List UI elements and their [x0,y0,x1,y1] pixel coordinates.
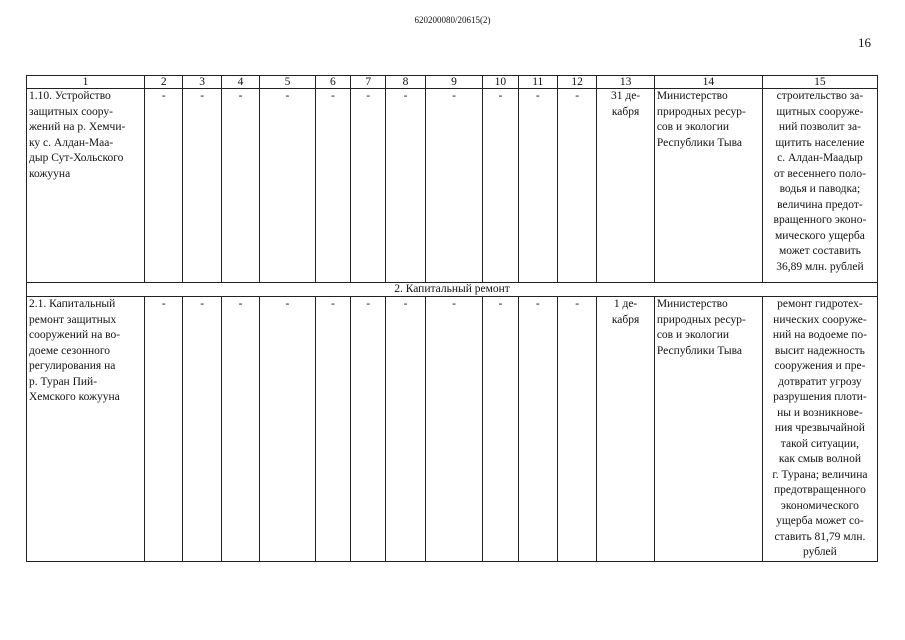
value-cell: - [260,297,316,562]
column-header: 6 [315,76,350,89]
result-cell: строительство за- щитных сооруже- ний позволит за- щитить население с. Алдан-Маадыр от весеннего поло- водья и паводка; величина предот- вращенного эконо- мического ущерба может составить 36,89 млн. рублей [762,89,877,283]
column-header: 14 [654,76,762,89]
executor-cell: Министерство природных ресур- сов и экологии Республики Тыва [654,89,762,283]
column-header: 2 [145,76,183,89]
column-header: 9 [425,76,483,89]
result-cell: ремонт гидротех- нических сооруже- ний на водоеме по- высит надежность сооружения и пре- дотвратит угрозу разрушения плоти- ны и возникнове- ния чрезвычайной такой ситуации, как смыв волной г. Турана; величина предотвращенного экономического ущерба может со- ставить 81,79 млн. рублей [762,297,877,562]
value-cell: - [483,297,518,562]
column-header: 11 [518,76,557,89]
table-row [27,297,878,562]
value-cell: - [315,89,350,283]
value-cell: - [145,89,183,283]
column-header: 5 [260,76,316,89]
document-id: 620200080/20615(2) [414,15,491,25]
value-cell: - [386,297,425,562]
value-cell: - [221,89,259,283]
value-cell: - [260,89,316,283]
value-cell: - [518,297,557,562]
value-cell: - [145,297,183,562]
section-title: 2. Капитальный ремонт [27,283,878,297]
column-header: 4 [221,76,259,89]
column-header: 8 [386,76,425,89]
column-header: 13 [597,76,655,89]
table-row [27,89,878,283]
value-cell: - [183,297,221,562]
value-cell: - [351,89,386,283]
deadline-cell: 1 де- кабря [597,297,655,562]
header-row [27,76,878,89]
page-number: 16 [858,35,871,50]
section-row [27,283,878,297]
value-cell: - [483,89,518,283]
value-cell: - [557,297,596,562]
column-header: 1 [27,76,145,89]
value-cell: - [386,89,425,283]
column-header: 15 [762,76,877,89]
executor-cell: Министерство природных ресур- сов и экологии Республики Тыва [654,297,762,562]
deadline-cell: 31 де- кабря [597,89,655,283]
value-cell: - [425,89,483,283]
column-header: 10 [483,76,518,89]
column-header: 12 [557,76,596,89]
value-cell: - [183,89,221,283]
column-header: 3 [183,76,221,89]
value-cell: - [315,297,350,562]
value-cell: - [425,297,483,562]
activity-name: 1.10. Устройство защитных соору- жений на р. Хемчи- ку с. Алдан-Маа- дыр Сут-Хольского кожууна [27,89,145,283]
value-cell: - [557,89,596,283]
activity-name: 2.1. Капитальный ремонт защитных сооружений на во- доеме сезонного регулирования на р. Туран Пий- Хемского кожууна [27,297,145,562]
value-cell: - [518,89,557,283]
value-cell: - [351,297,386,562]
column-header: 7 [351,76,386,89]
plan-table [26,75,878,562]
value-cell: - [221,297,259,562]
